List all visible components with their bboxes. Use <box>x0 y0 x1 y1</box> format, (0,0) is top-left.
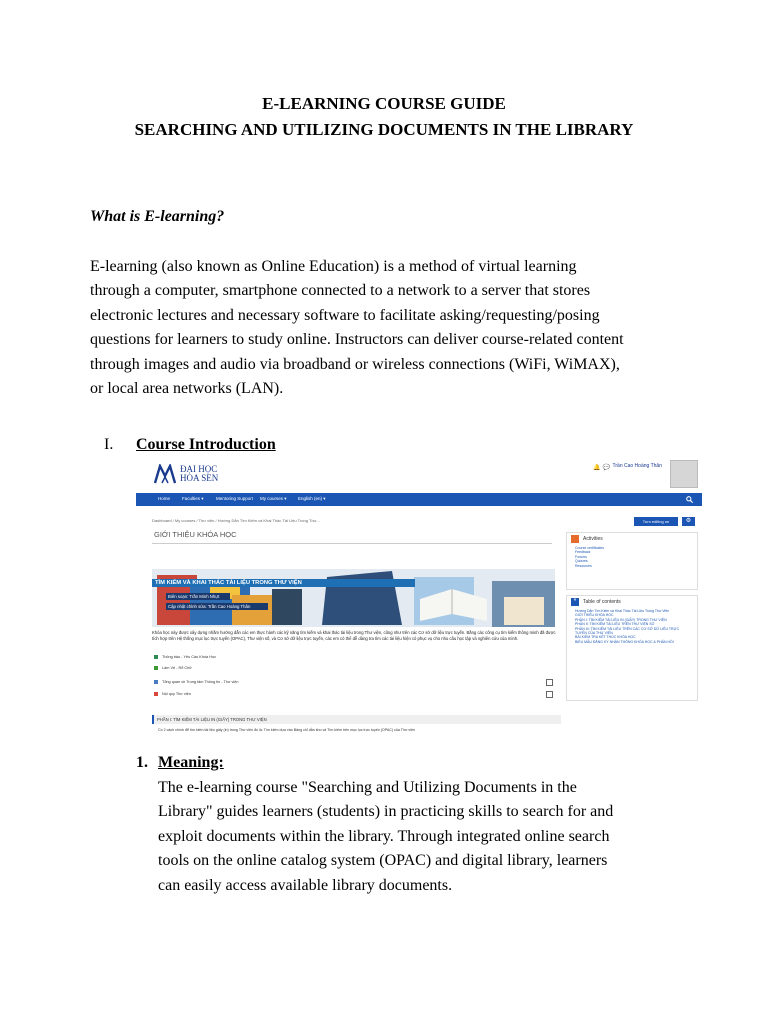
university-logo-icon <box>154 464 176 484</box>
section1-description: Có 2 cách chính để tìm kiếm tài liệu giấy (in) trong Thư viện đó là: Tìm kiếm dựa vào Bảng chỉ dẫn kho và Tìm kiếm trên mục lục trực tuyến (OPAC) của Thư viện <box>158 728 415 732</box>
intro-line: questions for learners to study online. Instructors can deliver course-related content <box>90 331 624 349</box>
completion-checkbox[interactable] <box>546 679 553 686</box>
search-icon[interactable] <box>686 496 693 503</box>
toc-link[interactable]: PHẦN I: TÌM KIẾM TÀI LIỆU IN (GIẤY) TRONG THƯ VIỆN <box>575 617 667 622</box>
meaning-line: can easily access available library documents. <box>158 876 453 894</box>
nav-item[interactable]: Mentoring Support <box>216 496 254 501</box>
avatar[interactable] <box>670 460 698 488</box>
pdf-icon <box>154 692 158 696</box>
meaning-line: The e-learning course "Searching and Utilizing Documents in the <box>158 779 577 796</box>
section-title: GIỚI THIỆU KHÓA HỌC <box>154 530 237 539</box>
meaning-paragraph <box>158 776 698 898</box>
section1-title: Course Introduction <box>136 436 276 453</box>
intro-line: electronic lectures and necessary software to facilitate asking/requesting/posing <box>90 306 600 324</box>
intro-line: through images and audio via broadband or wireless connections (WiFi, WiMAX), <box>90 355 620 373</box>
question-heading: What is E-learning? <box>90 208 225 225</box>
logo-line2: HOA SEN <box>180 473 219 483</box>
toc-link[interactable]: PHẦN III: TÌM KIẾM TÀI LIỆU TRÊN CÁC CƠ SỞ DỮ LIỆU TRỰC TUYẾN CỦA THƯ VIỆN <box>575 626 680 636</box>
notification-icons[interactable]: 🔔 💬 <box>593 465 610 471</box>
nav-item[interactable]: Faculties ▾ <box>182 496 204 501</box>
logo-line1: ĐẠI HỌC <box>180 464 218 474</box>
completion-checkbox[interactable] <box>546 691 553 698</box>
course-screenshot <box>136 455 702 737</box>
section1-number: I. <box>104 436 114 453</box>
forum-icon <box>154 655 158 659</box>
breadcrumb[interactable]: Dashboard / My courses / Thư viện / Hướng Dẫn Tìm Kiếm và Khai Thác Tài Liệu Trong Thư... <box>152 518 320 523</box>
activities-panel-title: Activities <box>583 536 603 542</box>
toc-link[interactable]: Hướng Dẫn Tìm Kiếm và Khai Thác Tài Liệu Trong Thư Viện <box>575 609 670 613</box>
user-name[interactable]: Trần Cao Hoàng Thân <box>612 463 662 469</box>
activities-link[interactable]: Course certificates <box>575 546 604 550</box>
meaning-title: Meaning: <box>158 754 224 771</box>
meaning-line: exploit documents within the library. Through integrated online search <box>158 827 610 845</box>
intro-line: through a computer, smartphone connected to a network to a server that stores <box>90 282 591 300</box>
banner-author: Biên soạn: Trần Minh Nhựt <box>166 593 230 600</box>
forum-icon <box>154 666 158 670</box>
asterisk-icon: * <box>571 598 579 606</box>
turn-editing-button[interactable]: Turn editing on <box>634 517 678 526</box>
meaning-line: tools on the online catalog system (OPAC) and digital library, learners <box>158 852 608 870</box>
nav-item[interactable]: My courses ▾ <box>260 496 287 501</box>
activities-link[interactable]: Resources <box>575 563 592 568</box>
activities-link[interactable]: Feedback <box>575 550 591 555</box>
toc-title: Table of contents <box>583 599 621 605</box>
doc-title-line1: E-LEARNING COURSE GUIDE <box>262 94 506 113</box>
meaning-number: 1. <box>136 754 148 771</box>
toc-panel <box>566 595 698 701</box>
intro-line: E-learning (also known as Online Education) is a method of virtual learning <box>90 258 577 275</box>
activity-item[interactable]: Thông báo - Yêu Cầu Khóa Học <box>154 655 216 659</box>
toc-link[interactable]: PHẦN II: TÌM KIẾM TÀI LIỆU TRÊN THƯ VIỆN SỐ <box>575 622 655 627</box>
nav-item[interactable]: Home <box>158 496 171 501</box>
intro-paragraph <box>90 255 690 401</box>
university-logo-text <box>180 465 218 483</box>
intro-line: or local area networks (LAN). <box>90 380 284 398</box>
doc-title-line2: SEARCHING AND UTILIZING DOCUMENTS IN THE LIBRARY <box>134 120 634 139</box>
divider <box>152 543 552 544</box>
top-nav <box>136 493 702 506</box>
activity-item[interactable]: Nội quy Thư viện <box>154 692 191 696</box>
activity-item[interactable]: Tổng quan về Trung tâm Thông tin - Thư viện <box>154 680 239 684</box>
meaning-line: Library" guides learners (students) in practicing skills to search for and <box>158 803 614 821</box>
course-description: Khóa học này được xây dựng nhằm hướng dẫn các em thực hành các kỹ năng tìm kiếm và khai thác tài liệu trong Thư viện, cũng như trên các Cơ sở dữ liệu trực tuyến. Bằng các công cụ tìm kiếm thông minh đã được tích hợp trên Hệ thống mục lục trực tuyến (OPAC), Thư viện số, và Cơ sở dữ liệu trực tuyến, các em có thể dễ dàng tra tìm các tài liệu hiện có phục vụ cho nhu cầu học tập và nghiên cứu của mình. <box>152 630 556 641</box>
nav-item[interactable]: English (en) ▾ <box>298 496 326 501</box>
section1-bar: PHẦN I: TÌM KIẾM TÀI LIỆU IN (GIẤY) TRONG THƯ VIỆN <box>152 715 561 724</box>
activities-panel <box>566 532 698 590</box>
activities-icon <box>571 535 579 543</box>
activities-link[interactable]: Forums <box>575 554 587 559</box>
banner-title: TÌM KIẾM VÀ KHAI THÁC TÀI LIỆU TRONG THƯ VIỆN <box>152 579 415 587</box>
page-icon <box>154 680 158 684</box>
activity-item[interactable]: Làm Vệ - Rổ Chữ <box>154 666 192 670</box>
gear-icon[interactable]: ⚙ <box>682 517 695 526</box>
toc-link[interactable]: BÀI KIỂM TRA KẾT THÚC KHÓA HỌC <box>575 635 636 640</box>
toc-link[interactable]: BIỂU MẪU ĐĂNG KÝ NHẬN THÔNG KHÓA HỌC & PHẢN HỒI <box>575 639 674 644</box>
activities-link[interactable]: Quizzes <box>575 559 588 564</box>
toc-link[interactable]: GIỚI THIỆU KHÓA HỌC <box>575 613 614 618</box>
banner-updater: Cập nhật chỉnh sửa: Trần Cao Hoàng Thân <box>166 603 268 610</box>
